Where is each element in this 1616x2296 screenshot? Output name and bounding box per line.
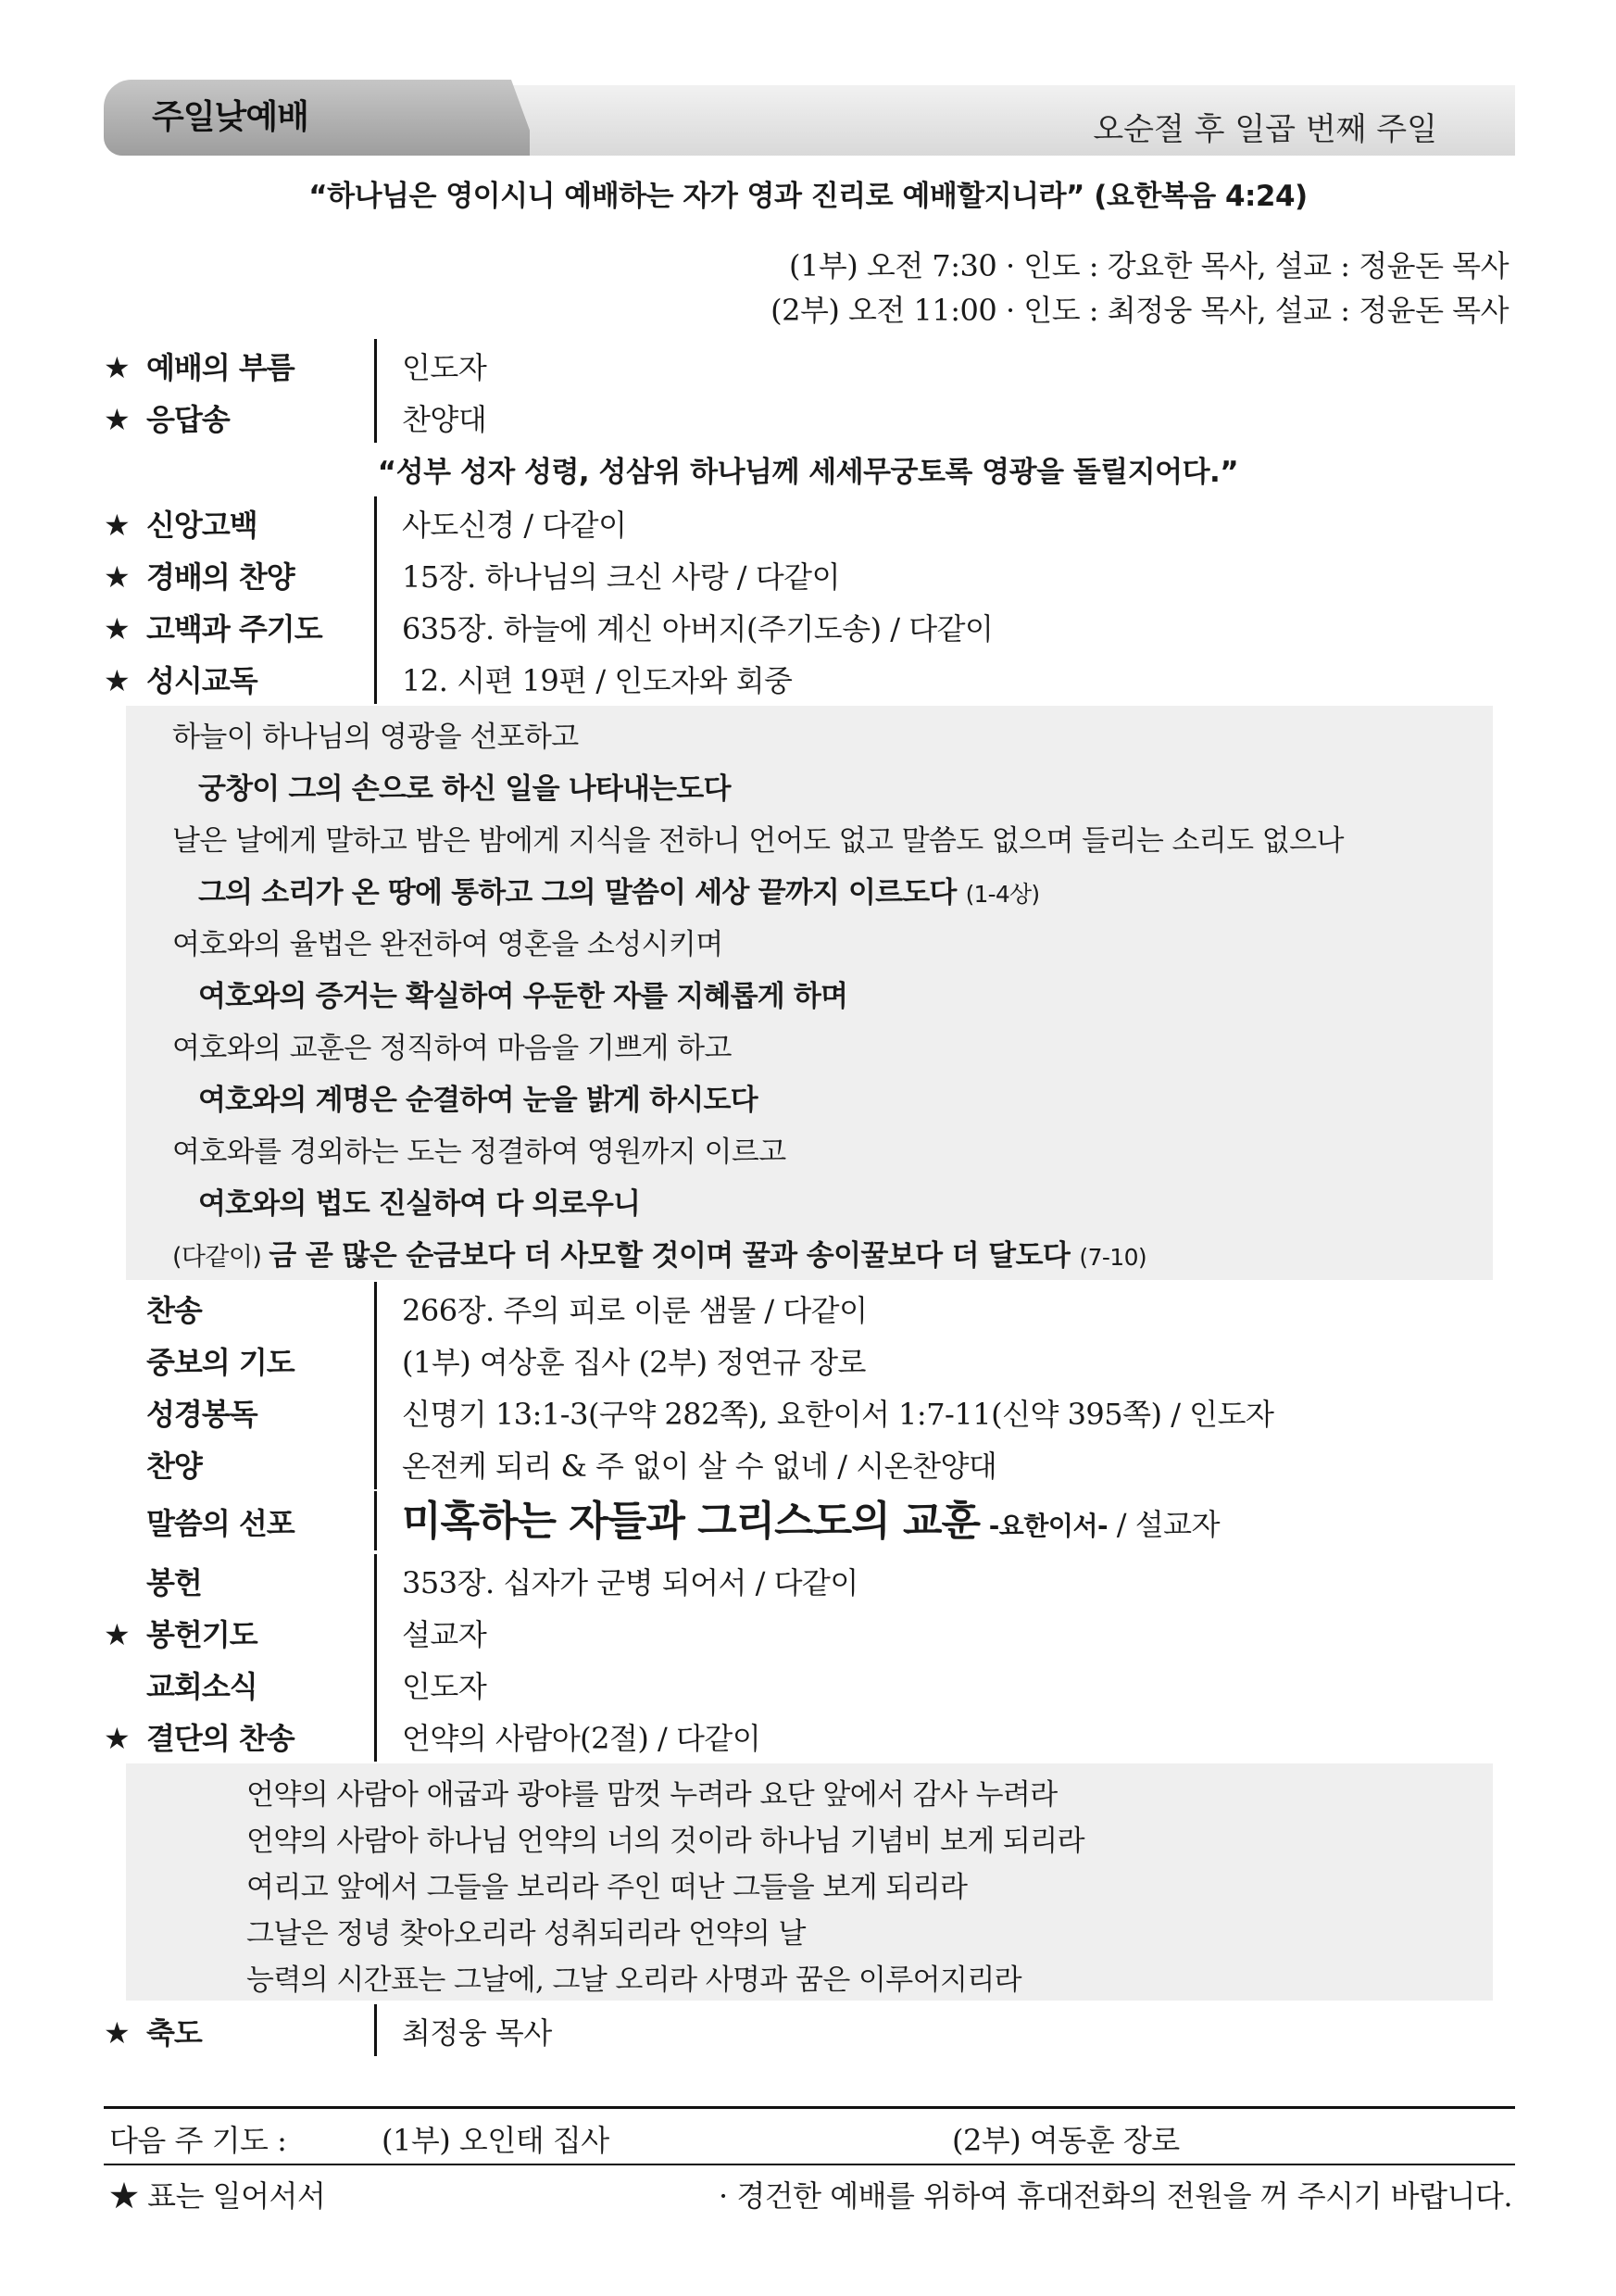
- order-value: 266장. 주의 피로 이룬 샘물 / 다같이: [402, 1293, 868, 1328]
- divider: [374, 391, 377, 443]
- hymn-lyric-line: 언약의 사람아 애굽과 광야를 맘껏 누려라 요단 앞에서 감사 누려라: [246, 1778, 1058, 1812]
- reading-line-congregation: 여호와의 법도 진실하여 다 의로우니: [198, 1187, 641, 1221]
- hymn-lyric-line: 능력의 시간표는 그날에, 그날 오리라 사명과 꿈은 이루어지리라: [246, 1964, 1022, 1997]
- next-week-prayer-1: (1부) 오인태 집사: [382, 2123, 609, 2158]
- order-value: 사도신경 / 다같이: [402, 508, 627, 543]
- star-icon: ★: [104, 663, 130, 698]
- order-label: [104, 658, 257, 700]
- order-row-sermon: [104, 1491, 1515, 1550]
- star-icon: ★: [104, 508, 130, 543]
- order-label: [104, 396, 230, 439]
- divider: [374, 1710, 377, 1762]
- reading-line-congregation: 궁창이 그의 손으로 하신 일을 나타내는도다: [198, 772, 731, 806]
- reading-line-leader: 여호와의 교훈은 정직하여 마음을 기쁘게 하고: [172, 1032, 732, 1065]
- service-info-1: (1부) 오전 7:30 · 인도 : 강요한 목사, 설교 : 정윤돈 목사: [789, 248, 1509, 283]
- responsive-reading-box: [126, 706, 1493, 1280]
- reading-text: 그의 소리가 온 땅에 통하고 그의 말씀이 세상 끝까지 이르도다: [198, 876, 966, 910]
- reading-text: 금 곧 많은 순금보다 더 사모할 것이며 꿀과 송이꿀보다 더 달도다: [269, 1239, 1080, 1273]
- star-icon: ★: [104, 1617, 130, 1652]
- reading-ref: (1-4상): [965, 881, 1040, 908]
- order-value: 신명기 13:1-3(구약 282쪽), 요한이서 1:7-11(신약 395쪽) / 인도자: [402, 1397, 1274, 1432]
- order-label: [104, 554, 294, 596]
- order-label: [104, 1560, 202, 1602]
- divider: [374, 1437, 377, 1489]
- order-row-scripture: [104, 1386, 1515, 1437]
- order-label-text: 고백과 주기도: [146, 611, 322, 646]
- divider: [374, 1606, 377, 1658]
- hymn-lyric-line: 여리고 앞에서 그들을 보리라 주인 떠난 그들을 보게 되리라: [246, 1871, 968, 1904]
- doxology-text: “성부 성자 성령, 성삼위 하나님께 세세무궁토록 영광을 돌릴지어다.”: [377, 456, 1239, 489]
- order-value: 찬양대: [402, 402, 487, 437]
- order-row-benediction: [104, 2004, 1515, 2056]
- order-label: [104, 2010, 202, 2052]
- order-row-news: [104, 1658, 1515, 1710]
- reading-line-leader: 여호와를 경외하는 도는 정결하여 영원까지 이르고: [172, 1135, 786, 1169]
- order-row-response: [104, 391, 1515, 443]
- order-row-offering-prayer: [104, 1606, 1515, 1658]
- hymn-lyric-line: 그날은 정녕 찾아오리라 성취되리라 언약의 날: [246, 1917, 806, 1951]
- reading-line-all: [172, 1232, 1146, 1273]
- phone-notice: · 경건한 예배를 위하여 휴대전화의 전원을 꺼 주시기 바랍니다.: [718, 2178, 1512, 2214]
- order-value: 최정웅 목사: [402, 2015, 552, 2051]
- service-info-2: (2부) 오전 11:00 · 인도 : 최정웅 목사, 설교 : 정윤돈 목사: [770, 293, 1509, 328]
- next-week-prayer-2: (2부) 여동훈 장로: [952, 2123, 1180, 2158]
- order-value: 353장. 십자가 군병 되어서 / 다같이: [402, 1565, 858, 1600]
- order-value: 635장. 하늘에 계신 아버지(주기도송) / 다같이: [402, 611, 994, 646]
- divider: [374, 1282, 377, 1334]
- order-label-text: 중보의 기도: [146, 1345, 294, 1380]
- header-banner: [104, 80, 1515, 156]
- order-label: [104, 1500, 294, 1543]
- star-icon: ★: [104, 611, 130, 646]
- order-label-text: 응답송: [146, 402, 230, 437]
- order-row-offering: [104, 1554, 1515, 1606]
- order-label-text: 봉헌기도: [146, 1617, 257, 1652]
- order-label: [104, 502, 257, 545]
- order-label: [104, 606, 322, 648]
- order-row-anthem: [104, 1437, 1515, 1489]
- order-value: (1부) 여상훈 집사 (2부) 정연규 장로: [402, 1345, 866, 1380]
- order-label-text: 예배의 부름: [146, 350, 294, 385]
- sermon-title: 미혹하는 자들과 그리스도의 교훈: [402, 1498, 981, 1545]
- star-icon: ★: [104, 350, 130, 385]
- order-label: [104, 1443, 202, 1486]
- star-icon: ★: [104, 1721, 130, 1756]
- reading-line-leader: 여호와의 율법은 완전하여 영혼을 소성시키며: [172, 928, 723, 961]
- order-label-text: 말씀의 선포: [146, 1506, 294, 1541]
- divider: [374, 652, 377, 704]
- reading-prefix: (다같이): [172, 1243, 269, 1272]
- order-value: 인도자: [402, 350, 487, 385]
- sermon-preacher: / 설교자: [1108, 1507, 1220, 1542]
- order-label-text: 신앙고백: [146, 508, 257, 543]
- order-value: 온전케 되리 & 주 없이 살 수 없네 / 시온찬양대: [402, 1449, 997, 1484]
- page-subtitle: 오순절 후 일곱 번째 주일: [1093, 111, 1437, 148]
- divider: [374, 600, 377, 652]
- order-label: [104, 1391, 257, 1434]
- order-label-text: 결단의 찬송: [146, 1721, 294, 1756]
- order-label-text: 교회소식: [146, 1669, 257, 1704]
- order-label-text: 축도: [146, 2015, 202, 2051]
- order-value: 언약의 사람아(2절) / 다같이: [402, 1721, 761, 1756]
- order-value: 인도자: [402, 1669, 487, 1704]
- motto-verse: “하나님은 영이시니 예배하는 자가 영과 진리로 예배할지니라” (요한복음 4:24): [308, 180, 1308, 213]
- reading-line-congregation: 여호와의 증거는 확실하여 우둔한 자를 지혜롭게 하며: [198, 980, 848, 1013]
- order-row-reading: [104, 652, 1515, 704]
- order-row-confession: [104, 600, 1515, 652]
- hymn-lyric-line: 언약의 사람아 하나님 언약의 너의 것이라 하나님 기념비 보게 되리라: [246, 1825, 1084, 1858]
- divider: [374, 548, 377, 600]
- divider: [374, 1554, 377, 1606]
- order-label-text: 성시교독: [146, 663, 257, 698]
- reading-line-congregation: 여호와의 계명은 순결하여 눈을 밝게 하시도다: [198, 1084, 758, 1117]
- order-value: 12. 시편 19편 / 인도자와 회중: [402, 663, 793, 698]
- divider: [374, 1491, 377, 1550]
- order-row-commitment: [104, 1710, 1515, 1762]
- order-label: [104, 1287, 202, 1330]
- order-label: [104, 345, 294, 387]
- hymn-lyrics-box: [126, 1763, 1493, 2001]
- order-row-praise: [104, 548, 1515, 600]
- order-row-call: [104, 339, 1515, 391]
- star-icon: ★: [104, 2015, 130, 2051]
- order-label: [104, 1663, 257, 1706]
- order-value: 15장. 하나님의 크신 사랑 / 다같이: [402, 559, 840, 595]
- footer-rule-top: [104, 2106, 1515, 2109]
- next-week-label: 다음 주 기도 :: [109, 2123, 287, 2158]
- order-label-text: 성경봉독: [146, 1397, 257, 1432]
- page-title: 주일낮예배: [152, 98, 308, 136]
- reading-line-leader: 날은 날에게 말하고 밤은 밤에게 지식을 전하니 언어도 없고 말씀도 없으며 들리는 소리도 없으나: [172, 824, 1344, 858]
- star-icon: ★: [104, 402, 130, 437]
- order-label-text: 찬양: [146, 1449, 202, 1484]
- order-value: 설교자: [402, 1617, 487, 1652]
- reading-line-congregation: [198, 869, 1039, 910]
- order-label-text: 경배의 찬양: [146, 559, 294, 595]
- reading-ref: (7-10): [1079, 1244, 1147, 1271]
- reading-line-leader: 하늘이 하나님의 영광을 선포하고: [172, 721, 579, 754]
- divider: [374, 1334, 377, 1386]
- order-label: [104, 1715, 294, 1758]
- order-value: [402, 1487, 1220, 1547]
- divider: [374, 2004, 377, 2056]
- order-label: [104, 1339, 294, 1382]
- order-row-creed: [104, 496, 1515, 548]
- divider: [374, 1658, 377, 1710]
- divider: [374, 496, 377, 548]
- star-icon: ★: [104, 559, 130, 595]
- order-label: [104, 1612, 257, 1654]
- divider: [374, 339, 377, 391]
- footer-rule-bottom: [104, 2164, 1515, 2165]
- standing-note: ★ 표는 일어서서: [109, 2178, 326, 2214]
- order-label-text: 봉헌: [146, 1565, 202, 1600]
- sermon-book: -요한이서-: [988, 1511, 1109, 1541]
- order-row-hymn: [104, 1282, 1515, 1334]
- divider: [374, 1386, 377, 1437]
- order-label-text: 찬송: [146, 1293, 202, 1328]
- order-row-intercession: [104, 1334, 1515, 1386]
